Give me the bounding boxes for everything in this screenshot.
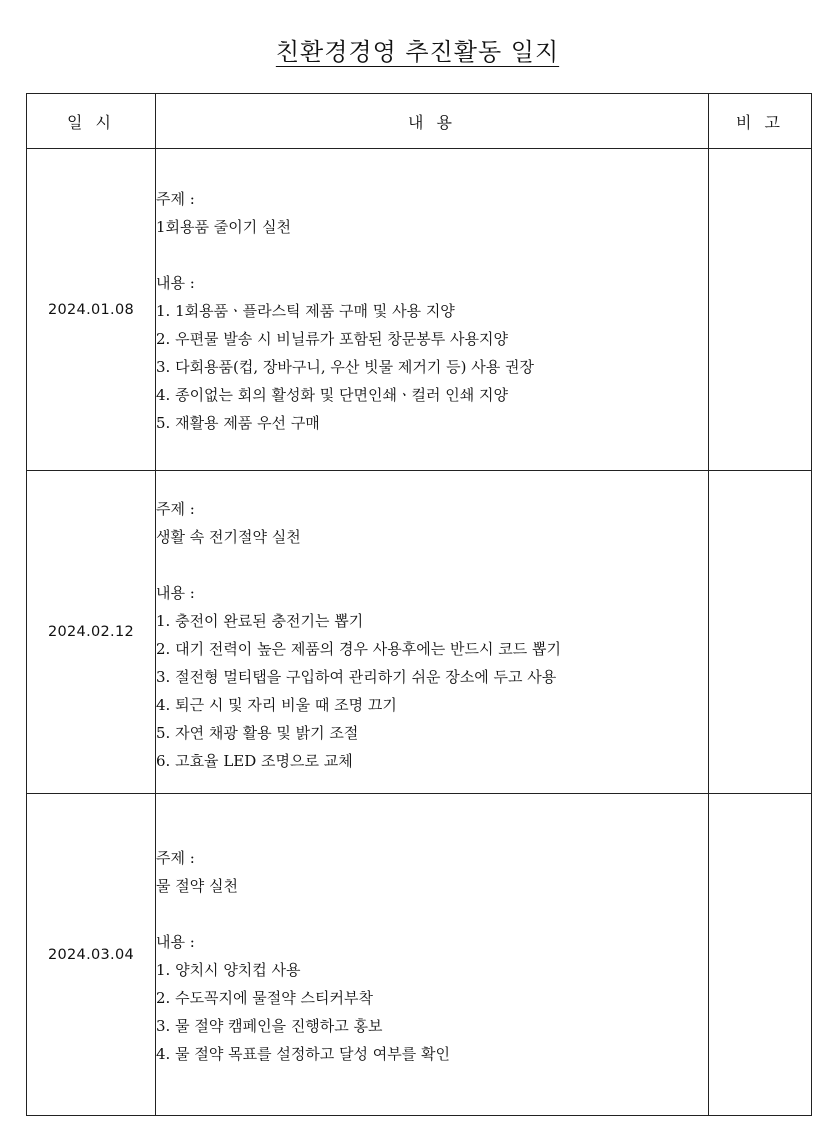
entry-note <box>709 471 812 794</box>
list-item: 4. 종이없는 회의 활성화 및 단면인쇄ㆍ컬러 인쇄 지양 <box>156 386 508 404</box>
list-item: 3. 다회용품(컵, 장바구니, 우산 빗물 제거기 등) 사용 권장 <box>156 358 534 376</box>
list-item: 3. 절전형 멀티탭을 구입하여 관리하기 쉬운 장소에 두고 사용 <box>156 668 557 686</box>
list-item: 1. 충전이 완료된 충전기는 뽑기 <box>156 612 364 630</box>
list-item: 2. 수도꼭지에 물절약 스티커부착 <box>156 989 373 1007</box>
topic-text: 1회용품 줄이기 실천 <box>156 218 292 236</box>
list-item: 2. 대기 전력이 높은 제품의 경우 사용후에는 반드시 코드 뽑기 <box>156 640 561 658</box>
table-row <box>27 794 812 1116</box>
activity-log-table <box>26 93 812 1116</box>
entry-content <box>156 149 709 471</box>
topic-label: 주제 : <box>156 500 195 518</box>
header-note: 비 고 <box>709 94 812 149</box>
table-header-row <box>27 94 812 149</box>
topic-label: 주제 : <box>156 190 195 208</box>
entry-date: 2024.02.12 <box>27 471 156 794</box>
topic-label: 주제 : <box>156 849 195 867</box>
header-date: 일 시 <box>27 94 156 149</box>
entry-note <box>709 149 812 471</box>
topic-text: 물 절약 실천 <box>156 877 238 895</box>
document-title: 친환경경영 추진활동 일지 <box>275 38 560 66</box>
entry-date: 2024.01.08 <box>27 149 156 471</box>
content-label: 내용 : <box>156 274 195 292</box>
list-item: 1. 1회용품ㆍ플라스틱 제품 구매 및 사용 지양 <box>156 302 455 320</box>
entry-note <box>709 794 812 1116</box>
entry-date: 2024.03.04 <box>27 794 156 1116</box>
list-item: 4. 퇴근 시 및 자리 비울 때 조명 끄기 <box>156 696 397 714</box>
list-item: 5. 재활용 제품 우선 구매 <box>156 414 320 432</box>
list-item: 6. 고효율 LED 조명으로 교체 <box>156 752 353 770</box>
table-row <box>27 149 812 471</box>
topic-text: 생활 속 전기절약 실천 <box>156 528 301 546</box>
content-label: 내용 : <box>156 584 195 602</box>
list-item: 3. 물 절약 캠페인을 진행하고 홍보 <box>156 1017 383 1035</box>
list-item: 1. 양치시 양치컵 사용 <box>156 961 301 979</box>
entry-content <box>156 794 709 1116</box>
table-row <box>27 471 812 794</box>
list-item: 2. 우편물 발송 시 비닐류가 포함된 창문봉투 사용지양 <box>156 330 508 348</box>
content-label: 내용 : <box>156 933 195 951</box>
list-item: 5. 자연 채광 활용 및 밝기 조절 <box>156 724 359 742</box>
header-content: 내 용 <box>156 94 709 149</box>
entry-content <box>156 471 709 794</box>
list-item: 4. 물 절약 목표를 설정하고 달성 여부를 확인 <box>156 1045 451 1063</box>
